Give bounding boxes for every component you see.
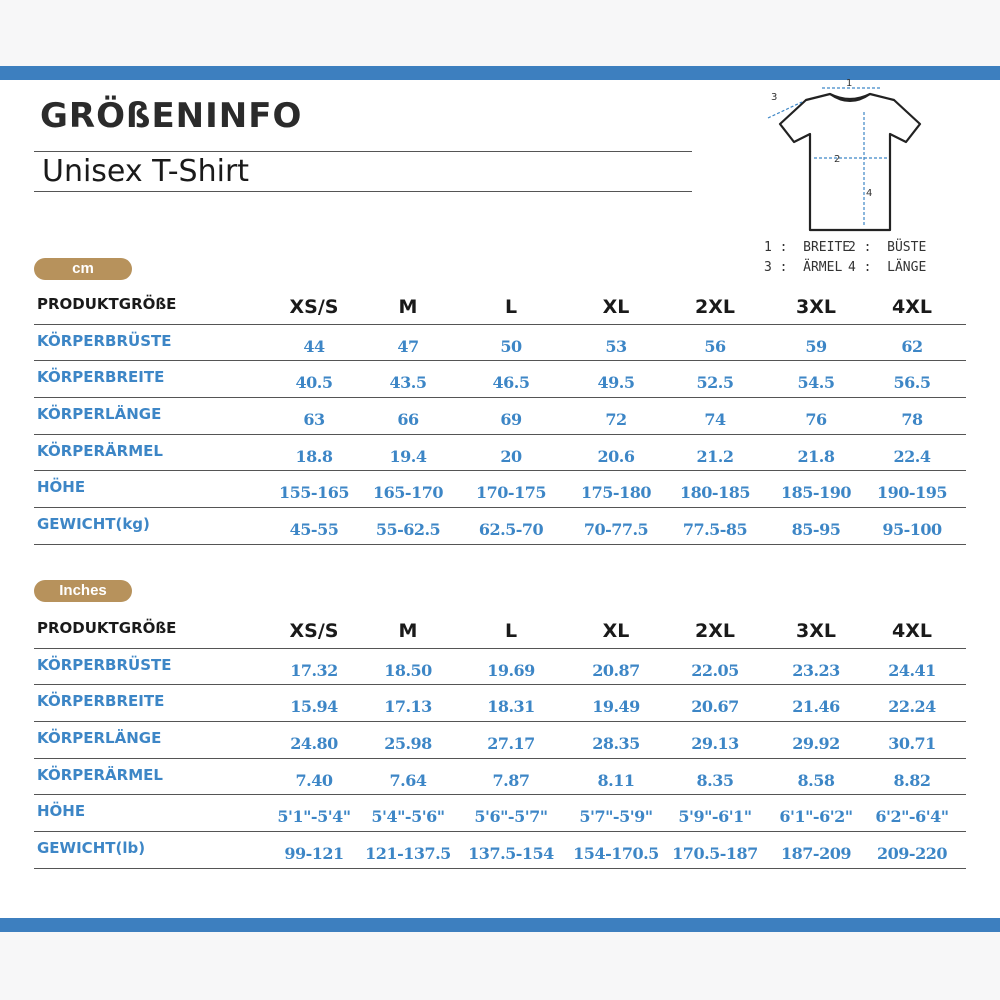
- table-cell: 5'7"-5'9": [579, 807, 653, 827]
- table-cell: 17.32: [290, 660, 338, 680]
- table-cell: 54.5: [797, 373, 835, 393]
- table-cell: 19.49: [592, 697, 640, 717]
- table-cell: 43.5: [389, 373, 427, 393]
- tshirt-measurement-icon: [760, 78, 940, 238]
- table-cell: 52.5: [696, 373, 734, 393]
- table-cell: 22.4: [893, 446, 931, 466]
- table-cell: 175-180: [581, 483, 651, 503]
- table-cell: 30.71: [888, 734, 936, 754]
- table-cell: 76: [805, 410, 827, 430]
- size-header-cell: 2XL: [695, 620, 735, 642]
- table-cell: 15.94: [290, 697, 338, 717]
- table-cell: 18.8: [295, 446, 333, 466]
- table-cell: 53: [605, 336, 627, 356]
- table-cell: 70-77.5: [583, 520, 649, 540]
- table-cell: 78: [901, 410, 923, 430]
- row-label: GEWICHT(kg): [37, 515, 150, 534]
- row-label: KÖRPERLÄNGE: [37, 729, 162, 748]
- table-cell: 170-175: [476, 483, 546, 503]
- bottom-accent-band: [0, 918, 1000, 932]
- size-header-cell: 3XL: [796, 620, 836, 642]
- table-cell: 45-55: [289, 520, 339, 540]
- unit-badge-inches: Inches: [34, 580, 132, 602]
- table-cell: 49.5: [597, 373, 635, 393]
- table-cell: 5'9"-6'1": [678, 807, 752, 827]
- table-cell: 18.31: [487, 697, 535, 717]
- table-row: [34, 325, 966, 362]
- table-cell: 7.87: [492, 770, 530, 790]
- table-cell: 66: [397, 410, 419, 430]
- table-cell: 7.40: [295, 770, 333, 790]
- table-cell: 190-195: [877, 483, 947, 503]
- table-cell: 63: [303, 410, 325, 430]
- table-cell: 19.4: [389, 446, 427, 466]
- legend-item-buste: 2 : BÜSTE: [848, 240, 927, 255]
- table-row: [34, 435, 966, 472]
- table-cell: 56.5: [893, 373, 931, 393]
- table-cell: 69: [500, 410, 522, 430]
- unit-badge-cm: cm: [34, 258, 132, 280]
- marker-3: 3: [771, 92, 778, 103]
- table-header-row: [34, 288, 966, 325]
- table-cell: 24.80: [290, 734, 338, 754]
- table-row: [34, 832, 966, 869]
- table-cell: 22.05: [691, 660, 739, 680]
- legend-item-lange: 4 : LÄNGE: [848, 260, 927, 275]
- table-row: [34, 471, 966, 508]
- table-cell: 170.5-187: [672, 844, 758, 864]
- size-header-cell: 2XL: [695, 296, 735, 318]
- size-header-cell: L: [504, 620, 518, 642]
- table-cell: 209-220: [877, 844, 947, 864]
- product-subtitle: Unisex T-Shirt: [42, 154, 250, 189]
- table-cell: 25.98: [384, 734, 432, 754]
- table-cell: 47: [397, 336, 419, 356]
- table-cell: 6'1"-6'2": [779, 807, 853, 827]
- row-label: HÖHE: [37, 478, 86, 497]
- table-cell: 165-170: [373, 483, 443, 503]
- table-cell: 85-95: [791, 520, 841, 540]
- legend-item-armel: 3 : ÄRMEL: [764, 260, 843, 275]
- table-cell: 55-62.5: [375, 520, 441, 540]
- table-cell: 180-185: [680, 483, 750, 503]
- table-cell: 21.2: [696, 446, 734, 466]
- size-table-inches: [34, 612, 966, 869]
- table-cell: 74: [704, 410, 726, 430]
- size-header-cell: 4XL: [892, 296, 932, 318]
- size-header-cell: L: [504, 296, 518, 318]
- table-cell: 154-170.5: [573, 844, 659, 864]
- table-row: [34, 759, 966, 796]
- table-cell: 121-137.5: [365, 844, 451, 864]
- table-cell: 44: [303, 336, 325, 356]
- table-cell: 18.50: [384, 660, 432, 680]
- table-cell: 5'1"-5'4": [277, 807, 351, 827]
- table-cell: 22.24: [888, 697, 936, 717]
- table-cell: 20: [500, 446, 522, 466]
- table-cell: 20.67: [691, 697, 739, 717]
- table-cell: 185-190: [781, 483, 851, 503]
- table-cell: 8.11: [597, 770, 635, 790]
- page-title: GRÖßENINFO: [40, 96, 303, 136]
- row-label: KÖRPERBREITE: [37, 692, 165, 711]
- table-row: [34, 795, 966, 832]
- table-cell: 8.82: [893, 770, 931, 790]
- table-row: [34, 722, 966, 759]
- marker-1: 1: [846, 78, 853, 89]
- table-cell: 24.41: [888, 660, 936, 680]
- row-label: KÖRPERÄRMEL: [37, 441, 163, 460]
- table-cell: 95-100: [882, 520, 942, 540]
- size-header-cell: XL: [602, 620, 630, 642]
- subtitle-divider: [34, 191, 692, 192]
- row-label: KÖRPERBRÜSTE: [37, 655, 172, 674]
- table-cell: 99-121: [284, 844, 344, 864]
- row-label: GEWICHT(lb): [37, 839, 146, 858]
- table-cell: 5'4"-5'6": [371, 807, 445, 827]
- table-cell: 8.58: [797, 770, 835, 790]
- row-label: KÖRPERBREITE: [37, 368, 165, 387]
- table-cell: 27.17: [487, 734, 535, 754]
- table-cell: 6'2"-6'4": [875, 807, 949, 827]
- table-cell: 72: [605, 410, 627, 430]
- size-header-cell: 3XL: [796, 296, 836, 318]
- table-cell: 21.8: [797, 446, 835, 466]
- size-header-cell: XS/S: [289, 620, 339, 642]
- row-label: KÖRPERLÄNGE: [37, 405, 162, 424]
- table-cell: 56: [704, 336, 726, 356]
- legend-item-breite: 1 : BREITE: [764, 240, 851, 255]
- measurement-legend: [764, 238, 944, 278]
- table-cell: 17.13: [384, 697, 432, 717]
- size-header-cell: 4XL: [892, 620, 932, 642]
- table-cell: 7.64: [389, 770, 427, 790]
- size-header-cell: XS/S: [289, 296, 339, 318]
- table-cell: 28.35: [592, 734, 640, 754]
- marker-4: 4: [866, 188, 873, 199]
- row-label: HÖHE: [37, 802, 86, 821]
- table-cell: 59: [805, 336, 827, 356]
- table-cell: 40.5: [295, 373, 333, 393]
- size-table-cm: [34, 288, 966, 545]
- header-label: PRODUKTGRÖßE: [37, 295, 177, 313]
- table-cell: 8.35: [696, 770, 734, 790]
- table-cell: 21.46: [792, 697, 840, 717]
- table-cell: 29.13: [691, 734, 739, 754]
- table-cell: 20.87: [592, 660, 640, 680]
- table-header-row: [34, 612, 966, 649]
- table-row: [34, 649, 966, 686]
- table-cell: 5'6"-5'7": [474, 807, 548, 827]
- table-cell: 77.5-85: [682, 520, 748, 540]
- row-label: KÖRPERBRÜSTE: [37, 331, 172, 350]
- table-cell: 187-209: [781, 844, 851, 864]
- header-label: PRODUKTGRÖßE: [37, 619, 177, 637]
- table-row: [34, 361, 966, 398]
- table-cell: 50: [500, 336, 522, 356]
- marker-2: 2: [834, 154, 841, 165]
- table-cell: 23.23: [792, 660, 840, 680]
- table-cell: 46.5: [492, 373, 530, 393]
- size-header-cell: M: [398, 296, 418, 318]
- table-cell: 29.92: [792, 734, 840, 754]
- table-row: [34, 685, 966, 722]
- table-cell: 62.5-70: [478, 520, 544, 540]
- row-label: KÖRPERÄRMEL: [37, 765, 163, 784]
- table-cell: 137.5-154: [468, 844, 554, 864]
- table-cell: 19.69: [487, 660, 535, 680]
- table-cell: 20.6: [597, 446, 635, 466]
- table-cell: 62: [901, 336, 923, 356]
- table-row: [34, 508, 966, 545]
- table-cell: 155-165: [279, 483, 349, 503]
- size-header-cell: M: [398, 620, 418, 642]
- title-divider: [34, 151, 692, 152]
- size-header-cell: XL: [602, 296, 630, 318]
- table-row: [34, 398, 966, 435]
